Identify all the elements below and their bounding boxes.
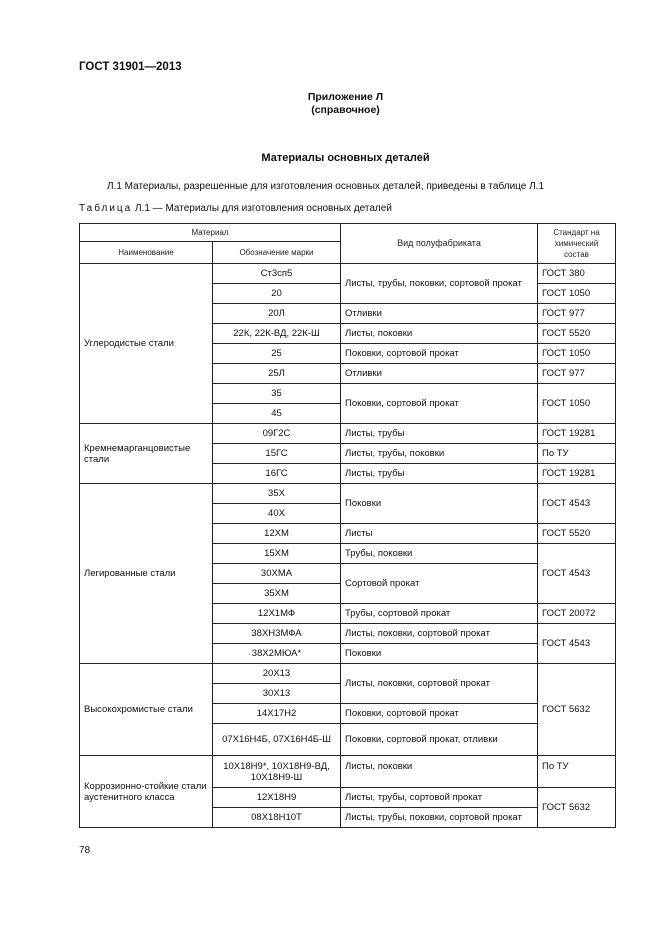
standard-cell: По ТУ xyxy=(538,756,616,788)
standard-cell: ГОСТ 1050 xyxy=(538,384,616,424)
semi-cell: Отливки xyxy=(341,304,538,324)
grade-cell: 12Х18Н9 xyxy=(213,788,341,808)
grade-cell: 38Х2МЮА* xyxy=(213,644,341,664)
semi-cell: Трубы, сортовой прокат xyxy=(341,604,538,624)
group-name: Высокохромистые стали xyxy=(80,664,213,756)
grade-cell: 08Х18Н10Т xyxy=(213,808,341,828)
standard-cell: ГОСТ 5520 xyxy=(538,324,616,344)
grade-cell: 07Х16Н4Б, 07Х16Н4Б-Ш xyxy=(213,724,341,756)
semi-cell: Трубы, поковки xyxy=(341,544,538,564)
standard-cell: ГОСТ 5520 xyxy=(538,524,616,544)
standard-cell: По ТУ xyxy=(538,444,616,464)
semi-cell: Отливки xyxy=(341,364,538,384)
caption-word: Таблица xyxy=(79,203,133,214)
intro-paragraph: Л.1 Материалы, разрешенные для изготовления основных деталей, приведены в таблице Л.1 xyxy=(107,181,545,192)
appendix-title: Приложение Л xyxy=(307,91,384,103)
grade-cell: 14Х17Н2 xyxy=(213,704,341,724)
semi-cell: Листы, трубы, поковки, сортовой прокат xyxy=(341,808,538,828)
standard-cell: ГОСТ 4543 xyxy=(538,624,616,664)
semi-cell: Листы, трубы, поковки, сортовой прокат xyxy=(341,264,538,304)
standard-cell: ГОСТ 19281 xyxy=(538,424,616,444)
semi-cell: Листы, поковки, сортовой прокат xyxy=(341,624,538,644)
standard-cell: ГОСТ 977 xyxy=(538,364,616,384)
semi-cell: Листы, поковки xyxy=(341,756,538,788)
semi-cell: Поковки, сортовой прокат, отливки xyxy=(341,724,538,756)
semi-cell: Листы, трубы, сортовой прокат xyxy=(341,788,538,808)
caption-text: Л.1 — Материалы для изготовления основных деталей xyxy=(132,203,392,214)
semi-cell: Поковки xyxy=(341,484,538,524)
standard-cell: ГОСТ 977 xyxy=(538,304,616,324)
semi-cell: Поковки xyxy=(341,644,538,664)
standard-cell: ГОСТ 19281 xyxy=(538,464,616,484)
semi-cell: Листы, трубы xyxy=(341,464,538,484)
grade-cell: 35 xyxy=(213,384,341,404)
group-name: Коррозионно-стойкие стали аустенитного класса xyxy=(80,756,213,828)
semi-cell: Поковки, сортовой прокат xyxy=(341,704,538,724)
grade-cell: 10Х18Н9*, 10Х18Н9-ВД, 10Х18Н9-Ш xyxy=(213,756,341,788)
standard-cell: ГОСТ 5632 xyxy=(538,788,616,828)
semi-cell: Листы, поковки, сортовой прокат xyxy=(341,664,538,704)
semi-cell: Листы, трубы xyxy=(341,424,538,444)
grade-cell: 38ХН3МФА xyxy=(213,624,341,644)
semi-cell: Сортовой прокат xyxy=(341,564,538,604)
header-material: Материал xyxy=(80,224,341,242)
standard-cell: ГОСТ 20072 xyxy=(538,604,616,624)
appendix-heading xyxy=(0,91,661,117)
table-row xyxy=(80,484,616,504)
grade-cell: 25 xyxy=(213,344,341,364)
page-number: 78 xyxy=(79,845,91,856)
semi-cell: Листы, трубы, поковки xyxy=(341,444,538,464)
document-id: ГОСТ 31901—2013 xyxy=(79,61,182,73)
standard-cell: ГОСТ 5632 xyxy=(538,664,616,756)
table-row xyxy=(80,664,616,684)
grade-cell: 25Л xyxy=(213,364,341,384)
standard-cell: ГОСТ 4543 xyxy=(538,484,616,524)
grade-cell: 35ХМ xyxy=(213,584,341,604)
header-name: Наименование xyxy=(80,242,213,264)
grade-cell: 15ХМ xyxy=(213,544,341,564)
grade-cell: 45 xyxy=(213,404,341,424)
standard-cell: ГОСТ 1050 xyxy=(538,284,616,304)
table-caption xyxy=(79,203,392,214)
grade-cell: 20Х13 xyxy=(213,664,341,684)
standard-cell: ГОСТ 1050 xyxy=(538,344,616,364)
grade-cell: 09Г2С xyxy=(213,424,341,444)
grade-cell: 16ГС xyxy=(213,464,341,484)
grade-cell: 30ХМА xyxy=(213,564,341,584)
semi-cell: Поковки, сортовой прокат xyxy=(341,384,538,424)
header-grade: Обозначение марки xyxy=(213,242,341,264)
grade-cell: 30Х13 xyxy=(213,684,341,704)
appendix-subtitle: (справочное) xyxy=(311,104,380,116)
standard-cell: ГОСТ 4543 xyxy=(538,544,616,604)
grade-cell: 20 xyxy=(213,284,341,304)
grade-cell: Ст3сп5 xyxy=(213,264,341,284)
grade-cell: 12Х1МФ xyxy=(213,604,341,624)
table-row xyxy=(80,424,616,444)
grade-cell: 35Х xyxy=(213,484,341,504)
group-name: Легированные стали xyxy=(80,484,213,664)
grade-cell: 40Х xyxy=(213,504,341,524)
grade-cell: 20Л xyxy=(213,304,341,324)
group-name: Кремнемарганцовистые стали xyxy=(80,424,213,484)
header-semi-product: Вид полуфабриката xyxy=(341,224,538,264)
header-row xyxy=(80,224,616,242)
grade-cell: 15ГС xyxy=(213,444,341,464)
grade-cell: 12ХМ xyxy=(213,524,341,544)
section-title: Материалы основных деталей xyxy=(261,152,430,164)
grade-cell: 22К, 22К-ВД, 22К-Ш xyxy=(213,324,341,344)
standard-cell: ГОСТ 380 xyxy=(538,264,616,284)
materials-table xyxy=(79,223,616,828)
semi-cell: Листы, поковки xyxy=(341,324,538,344)
semi-cell: Поковки, сортовой прокат xyxy=(341,344,538,364)
table-row xyxy=(80,756,616,788)
semi-cell: Листы xyxy=(341,524,538,544)
group-name: Углеродистые стали xyxy=(80,264,213,424)
header-standard: Стандарт на химический состав xyxy=(538,224,616,264)
table-row xyxy=(80,264,616,284)
